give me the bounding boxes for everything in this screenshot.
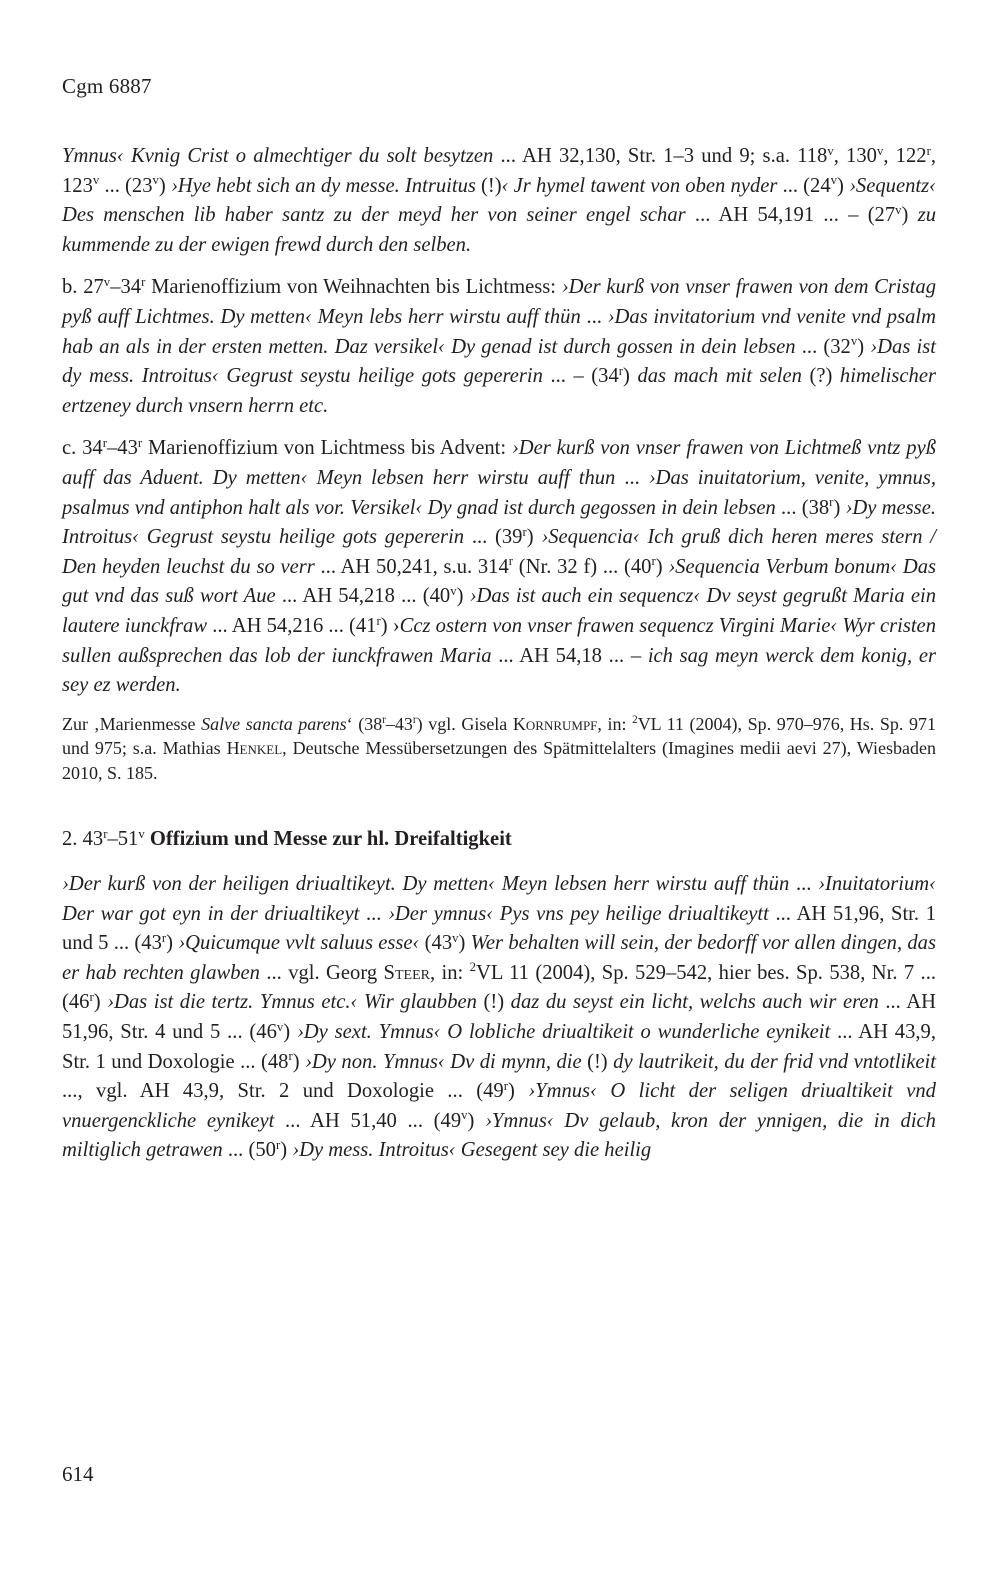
section-title: Offizium und Messe zur hl. Dreifaltigkeit <box>149 828 512 851</box>
author-steer: Steer <box>383 961 430 984</box>
page-body <box>62 142 936 1166</box>
heading-range-end: –51 <box>107 828 139 851</box>
heading-sup-verso: v <box>138 827 145 842</box>
heading-number: 2. 43 <box>62 828 104 851</box>
paragraph-c: c. 34$^r$–43$^r$ Marienoffizium von Lichtmess bis Advent: ›Der kurß von vnser frawen von Lichtmeß vntz pyß auff das Aduent. Dy metten‹ Meyn lebsen herr wirstu auff thun ... ›Das inuitatorium, venite, ymnus, psalmus vnd antiphon halt als vor. Versikel‹ Dy gnad ist durch gegossen in dein lebsen ... (38$^r$) ›Dy messe. Introitus‹ Gegrust seystu heilige gots gepererin ... (39$^r$) ›Sequencia‹ Ich gruß dich heren meres stern / Den heyden leuchst du so verr ... AH 50,241, s.u. 314$^r$ (Nr. 32 f) ... (40$^r$) ›Sequencia Verbum bonum‹ Das gut vnd das suß wort Aue ... AH 54,218 ... (40$^v$) ›Das ist auch ein sequencz‹ Dv seyst gegrußt Maria ein lautere iunckfraw ... AH 54,216 ... (41$^r$) ›Ccz ostern von vnser frawen sequencz Virgini Marie‹ Wyr cristen sullen außsprechen das lob der iunckfrawen Maria ... AH 54,18 ... – ich sag meyn werck dem konig, er sey ez werden. <box>62 435 937 697</box>
paragraph-a-continuation: Ymnus‹ Kvnig Crist o almechtiger du solt besytzen ... AH 32,130, Str. 1–3 und 9; s.a. 118$^v$, 130$^v$, 122$^r$, 123$^v$ ... (23$^v$) ›Hye hebt sich an dy messe. Intruitus (!)‹ Jr hymel tawent von oben nyder ... (24$^v$) ›Sequentz‹ Des menschen lib haber santz zu der meyd her von seiner engel schar ... AH 54,191 ... – (27$^v$) zu kummende zu der ewigen frewd durch den selben. <box>62 143 936 256</box>
footnote-marienmesse: Zur ‚Marienmesse Salve sancta parens‘ (38$^r$–43$^r$) vgl. Gisela Kornrumpf, in: $^2$VL 11 (2004), Sp. 970–976, Hs. Sp. 971 und 975; s.a. Mathias Henkel, Deutsche Messübersetzungen des Spätmittelalters (Imagines medii aevi 27), Wiesbaden 2010, S. 185. <box>62 713 936 783</box>
edition-superscript-2: 2 <box>469 960 477 975</box>
section-heading <box>62 825 936 855</box>
author-kornrumpf: Kornrumpf <box>512 713 598 734</box>
heading-sup-recto: r <box>103 827 108 842</box>
edition-superscript: 2 <box>632 714 638 727</box>
book-page <box>62 0 936 1573</box>
paragraph-b: b. 27$^v$–34$^r$ Marienoffizium von Weihnachten bis Lichtmess: ›Der kurß von vnser frawen von dem Cristag pyß auff Lichtmes. Dy metten‹ Meyn lebs herr wirstu auff thün ... ›Das invitatorium vnd venite vnd psalm hab an als in der ersten metten. Daz versikel‹ Dy genad ist durch gossen in dein lebsen ... (32$^v$) ›Das ist dy mess. Introitus‹ Gegrust seystu heilige gots gepererin ... – (34$^r$) das mach mit selen (?) himelischer ertzeney durch vnsern herrn etc. <box>62 274 937 417</box>
author-henkel: Henkel <box>226 738 283 759</box>
paragraph-section-2: ›Der kurß von der heiligen driualtikeyt. Dy metten‹ Meyn lebsen herr wirstu auff thün ... ›Inuitatorium‹ Der war got eyn in der driualtikeyt ... ›Der ymnus‹ Pys vns pey heilige driualtikeytt ... AH 51,96, Str. 1 und 5 ... (43$^r$) ›Quicumque vvlt saluus esse‹ (43$^v$) Wer behalten will sein, der bedorff vor allen dingen, das er hab rechten glawben ... vgl. Georg Steer, in: $^2$VL 11 (2004), Sp. 529–542, hier bes. Sp. 538, Nr. 7 ... (46$^r$) ›Das ist die tertz. Ymnus etc.‹ Wir glaubben (!) daz du seyst ein licht, welchs auch wir eren ... AH 51,96, Str. 4 und 5 ... (46$^v$) ›Dy sext. Ymnus‹ O lobliche driualtikeit o wunderliche eynikeit ... AH 43,9, Str. 1 und Doxologie ... (48$^r$) ›Dy non. Ymnus‹ Dv di mynn, die (!) dy lautrikeit, du der frid vnd vntotlikeit ..., vgl. AH 43,9, Str. 2 und Doxologie ... (49$^r$) ›Ymnus‹ O licht der seligen driualtikeit vnd vnuergenckliche eynikeyt ... AH 51,40 ... (49$^v$) ›Ymnus‹ Dv gelaub, kron der ynnigen, die in dich miltiglich getrawen ... (50$^r$) ›Dy mess. Introitus‹ Gesegent sey die heilig <box>62 873 937 1162</box>
page-number: 614 <box>62 1462 94 1486</box>
running-head: Cgm 6887 <box>62 74 152 98</box>
